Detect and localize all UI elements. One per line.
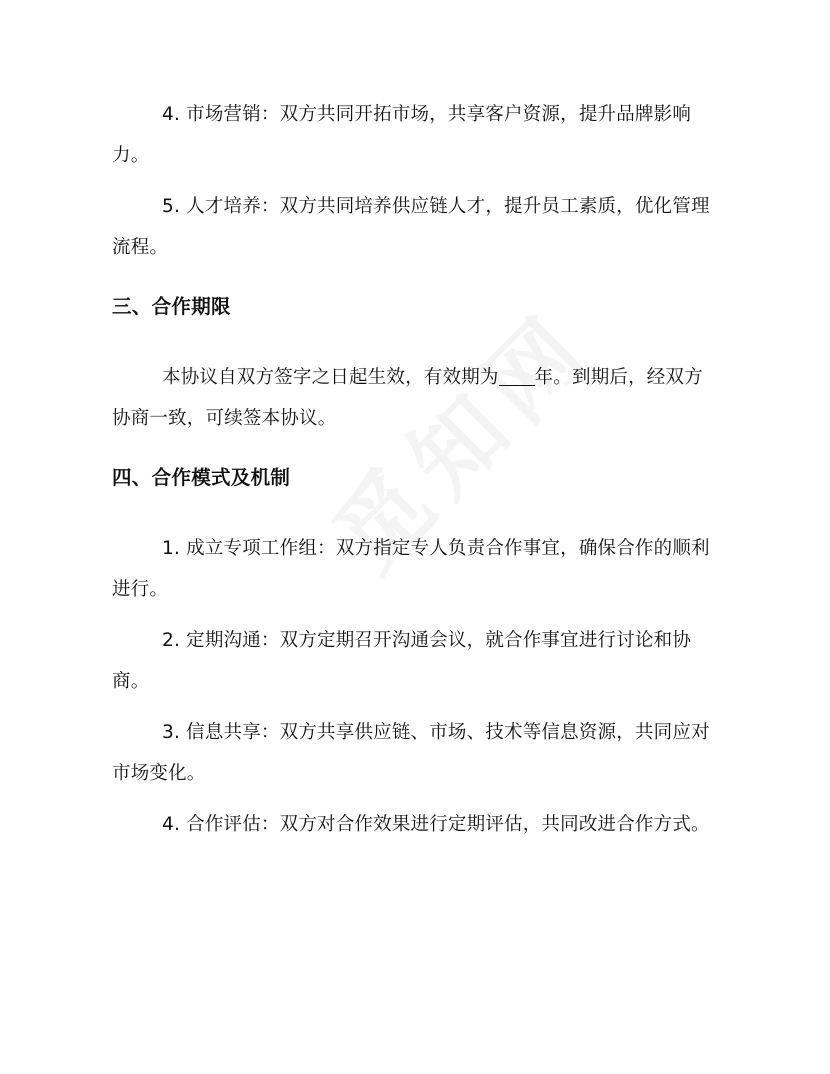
list-item-evaluation: 4. 合作评估：双方对合作效果进行定期评估，共同改进合作方式。 <box>162 814 710 835</box>
term-text-after: 年。到期后，经双方协商一致，可续签本协议。 <box>112 367 703 429</box>
spacer <box>112 498 710 528</box>
spacer <box>112 278 710 286</box>
list-item-info-sharing: 3. 信息共享：双方共享供应链、市场、技术等信息资源，共同应对市场变化。 <box>112 722 710 784</box>
section-heading-mode: 四、合作模式及机制 <box>112 466 291 489</box>
blank-field-years <box>499 367 535 387</box>
list-item-workgroup: 1. 成立专项工作组：双方指定专人负责合作事宜，确保合作的顺利进行。 <box>112 538 710 600</box>
spacer <box>112 327 710 357</box>
list-item-communication: 2. 定期沟通：双方定期召开沟通会议，就合作事宜进行讨论和协商。 <box>112 630 692 692</box>
list-item-talent: 5. 人才培养：双方共同培养供应链人才，提升员工素质，优化管理流程。 <box>112 196 710 258</box>
spacer <box>112 449 710 457</box>
list-item-marketing: 4. 市场营销：双方共同开拓市场，共享客户资源，提升品牌影响力。 <box>112 104 692 166</box>
document-content <box>112 94 710 855</box>
term-paragraph <box>112 357 710 439</box>
term-text-before: 本协议自双方签字之日起生效，有效期为 <box>162 367 499 388</box>
section-heading-term: 三、合作期限 <box>112 295 231 318</box>
